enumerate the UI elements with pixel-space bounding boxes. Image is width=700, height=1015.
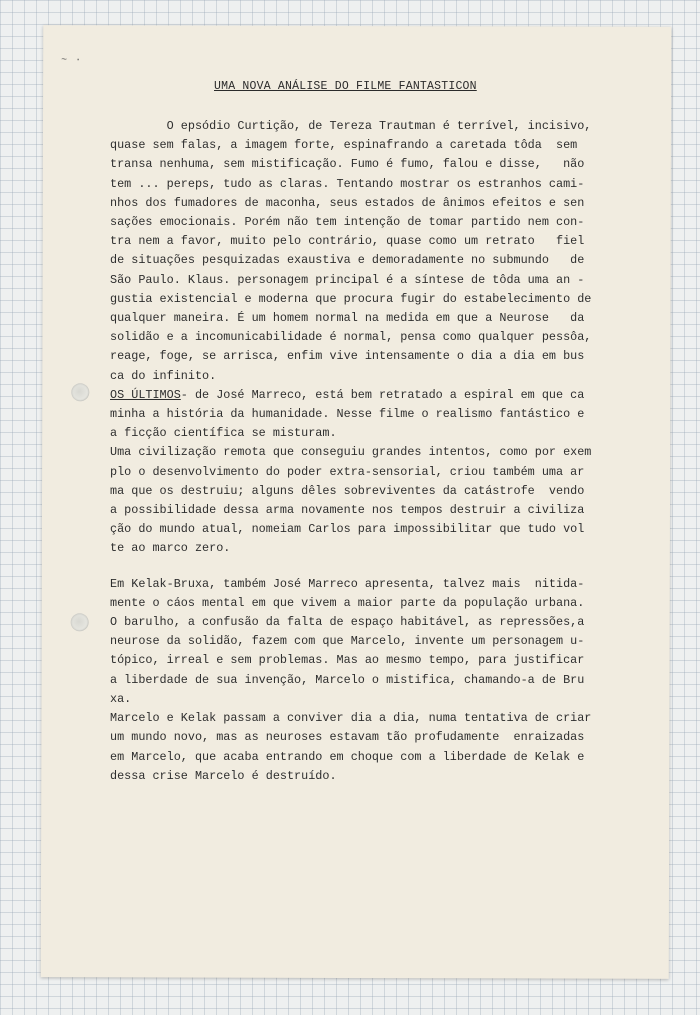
text-line: minha a história da humanidade. Nesse filme o realismo fantástico e (110, 407, 585, 422)
text-line: neurose da solidão, fazem com que Marcelo, invente um personagem u- (110, 634, 585, 649)
text-line: quase sem falas, a imagem forte, espinafrando a caretada tôda sem (110, 138, 578, 153)
text-line: te ao marco zero. (110, 541, 231, 556)
text-line: O barulho, a confusão da falta de espaço habitável, as repressões,a (110, 615, 585, 630)
os-ultimos-label: OS ÚLTIMOS (110, 387, 181, 402)
text-line: sações emocionais. Porém não tem intenção de tomar partido nem con- (110, 215, 585, 230)
text-line: de situações pesquizadas exaustiva e demoradamente no submundo de (110, 253, 585, 268)
text-line: em Marcelo, que acaba entrando em choque com a liberdade de Kelak e (110, 749, 585, 764)
paragraph-os-ultimos (110, 386, 610, 559)
text-line: nhos dos fumadores de maconha, seus estados de ânimos efeitos e sen (110, 195, 585, 210)
text-line: transa nenhuma, sem mistificação. Fumo é fumo, falou e disse, não (110, 157, 585, 172)
text-line: a possibilidade dessa arma novamente nos tempos destruir a civiliza (110, 503, 585, 518)
text-line: Uma civilização remota que conseguiu grandes intentos, como por exem (110, 445, 592, 460)
text-line: Em Kelak-Bruxa, também José Marreco apresenta, talvez mais nitida- (110, 576, 585, 591)
text-line: plo o desenvolvimento do poder extra-sensorial, criou também uma ar (110, 464, 585, 479)
document-body (110, 117, 610, 786)
text-line: ção do mundo atual, nomeiam Carlos para impossibilitar que tudo vol (110, 522, 585, 537)
corner-mark: ~ · (61, 55, 83, 67)
text-line: São Paulo. Klaus. personagem principal é a síntese de tôda uma an - (110, 272, 585, 287)
text-line: mente o cáos mental em que vivem a maior parte da população urbana. (110, 595, 585, 610)
punch-hole-top (71, 383, 89, 401)
document-title: UMA NOVA ANÁLISE DO FILME FANTASTICON (214, 80, 477, 93)
punch-hole-bottom (71, 613, 89, 631)
text-line: xa. (110, 691, 132, 706)
text-line: dessa crise Marcelo é destruído. (110, 768, 337, 783)
text-line: um mundo novo, mas as neuroses estavam tão profudamente enraizadas (110, 730, 585, 745)
text-line: gustia existencial e moderna que procura fugir do estabelecimento de (110, 291, 592, 306)
text-line: ca do infinito. (110, 368, 217, 383)
text-line: a liberdade de sua invenção, Marcelo o mistifica, chamando-a de Bru (110, 672, 585, 687)
text-line (110, 386, 610, 405)
paragraph-kelak-bruxa (110, 575, 610, 786)
text-line: Marcelo e Kelak passam a conviver dia a dia, numa tentativa de criar (110, 711, 592, 726)
text-line: ma que os destruiu; alguns dêles sobreviventes da catástrofe vendo (110, 483, 585, 498)
paragraph-curticao (110, 117, 610, 386)
text-line: reage, foge, se arrisca, enfim vive intensamente o dia a dia em bus (110, 349, 585, 364)
paragraph-gap (110, 559, 610, 575)
text-line: tópico, irreal e sem problemas. Mas ao mesmo tempo, para justificar (110, 653, 585, 668)
text-line: a ficção científica se misturam. (110, 426, 337, 441)
text-line: tra nem a favor, muito pelo contrário, quase como um retrato fiel (110, 234, 585, 249)
text-line: qualquer maneira. É um homem normal na medida em que a Neurose da (110, 311, 585, 326)
text-line: solidão e a incomunicabilidade é normal, pensa como qualquer pessôa, (110, 330, 592, 345)
text-line: tem ... pereps, tudo as claras. Tentando mostrar os estranhos cami- (110, 176, 585, 191)
os-ultimos-first-line: - de José Marreco, está bem retratado a espiral em que ca (180, 387, 585, 402)
text-line: O epsódio Curtição, de Tereza Trautman é terrível, incisivo, (110, 119, 592, 133)
